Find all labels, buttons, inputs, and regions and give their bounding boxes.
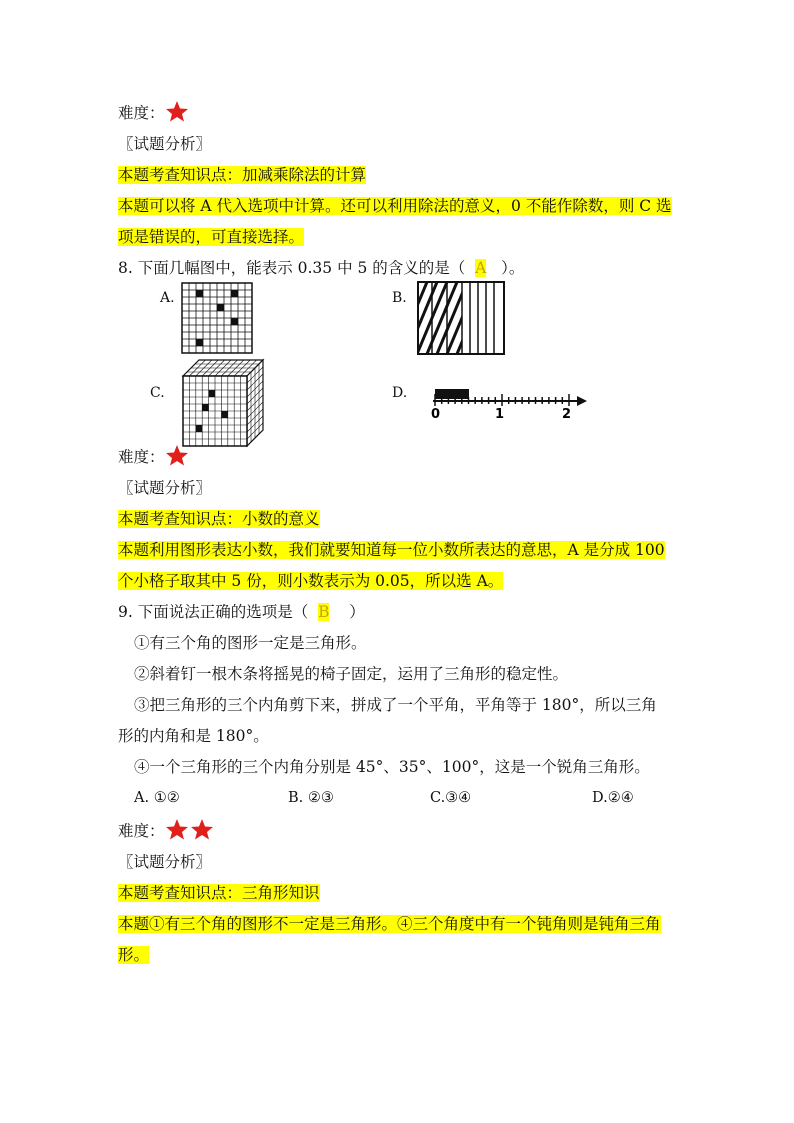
statement-3-line2: 形的内角和是 180°。 <box>118 727 269 745</box>
difficulty-row-1 <box>118 100 189 124</box>
choice-d: D.②④ <box>592 790 634 806</box>
explanation-2-line2: 个小格子取其中 5 份，则小数表示为 0.05，所以选 A。 <box>118 572 504 590</box>
explanation-3-line2: 形。 <box>118 946 150 964</box>
explanation-1-line2: 项是错误的，可直接选择。 <box>118 228 305 246</box>
striped-rect-icon <box>417 281 505 355</box>
choice-c: C.③④ <box>430 790 472 806</box>
statement-3-line1: ③把三角形的三个内角剪下来，拼成了一个平角，平角等于 180°，所以三角 <box>134 696 657 714</box>
star-icon <box>165 444 189 466</box>
option-b-label: B. <box>392 290 407 306</box>
knowledge-point-1: 本题考查知识点：加减乘除法的计算 <box>118 166 367 184</box>
choice-b: B. ②③ <box>288 790 334 806</box>
cube-icon <box>181 356 267 448</box>
choice-a: A. ①② <box>134 790 180 806</box>
explanation-2-line1: 本题利用图形表达小数，我们就要知道每一位小数所表达的意思，A 是分成 100 <box>118 541 665 559</box>
explanation-3-line1: 本题①有三个角的图形不一定是三角形。④三个角度中有一个钝角则是钝角三角 <box>118 915 661 933</box>
option-a-label: A. <box>160 290 175 306</box>
number-line-icon <box>425 384 590 422</box>
option-d-label: D. <box>392 385 408 401</box>
star-icon <box>165 100 189 122</box>
question-8-stem: 8. 下面几幅图中，能表示 0.35 中 5 的含义的是（ A ）。 <box>118 259 525 277</box>
difficulty-label: 难度： <box>118 448 165 466</box>
difficulty-row-3 <box>118 818 215 842</box>
question-8-answer: A <box>475 259 487 277</box>
difficulty-label: 难度： <box>118 822 165 840</box>
question-9-stem: 9. 下面说法正确的选项是（ B ） <box>118 603 365 621</box>
tick-label-0: 0 <box>431 407 441 422</box>
tick-label-2: 2 <box>562 407 572 422</box>
analysis-header-1: 〖试题分析〗 <box>118 135 212 153</box>
knowledge-point-3: 本题考查知识点：三角形知识 <box>118 884 320 902</box>
difficulty-label: 难度： <box>118 104 165 122</box>
analysis-header-3: 〖试题分析〗 <box>118 853 212 871</box>
statement-4: ④一个三角形的三个内角分别是 45°、35°、100°，这是一个锐角三角形。 <box>134 758 650 776</box>
statement-1: ①有三个角的图形一定是三角形。 <box>134 634 367 652</box>
explanation-1-line1: 本题可以将 A 代入选项中计算。还可以利用除法的意义，0 不能作除数，则 C 选 <box>118 197 672 215</box>
grid-icon <box>181 282 255 354</box>
option-c-label: C. <box>150 385 165 401</box>
star-icon <box>165 818 215 840</box>
tick-label-1: 1 <box>495 407 505 422</box>
difficulty-row-2 <box>118 444 189 468</box>
analysis-header-2: 〖试题分析〗 <box>118 479 212 497</box>
question-9-answer: B <box>318 603 330 621</box>
knowledge-point-2: 本题考查知识点：小数的意义 <box>118 510 320 528</box>
statement-2: ②斜着钉一根木条将摇晃的椅子固定，运用了三角形的稳定性。 <box>134 665 569 683</box>
